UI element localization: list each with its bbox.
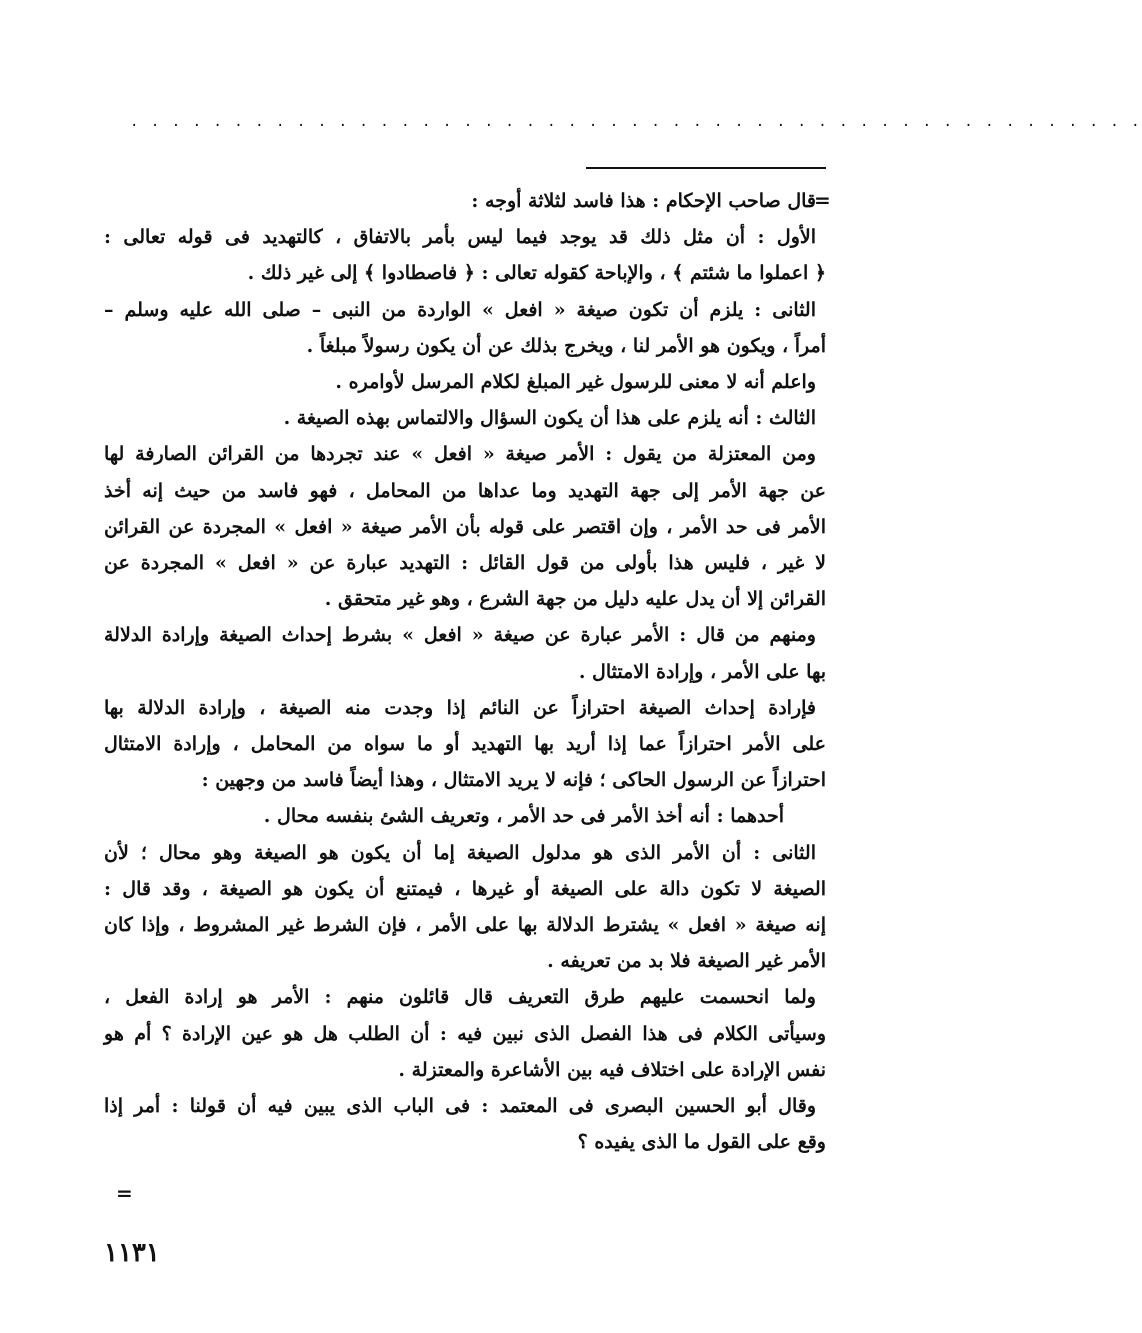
text-line: لا غير ، فليس هذا بأولى من قول القائل : التهديد عبارة عن « افعل » المجردة عن — [104, 552, 826, 575]
dotted-separator: . . . . . . . . . . . . . . . . . . . . . . . . . . . . . . . . . . . . . . . . . . . . . . . . . — [130, 114, 1142, 130]
text-line: الأمر فى حد الأمر ، وإن اقتصر على قوله بأن الأمر صيغة « افعل » المجردة عن القرائن — [104, 515, 826, 538]
paragraph-first-objection — [104, 219, 826, 291]
paragraph-first-aspect — [104, 798, 826, 834]
paragraph-second-objection — [104, 292, 826, 364]
text-line: الثانى : يلزم أن تكون صيغة « افعل » الواردة من النبى – صلى الله عليه وسلم – — [104, 298, 816, 321]
text-line: ﴿ اعملوا ما شئتم ﴾ ، والإباحة كقوله تعالى : ﴿ فاصطادوا ﴾ إلى غير ذلك . — [247, 262, 826, 285]
text-line: الصيغة لا تكون دالة على الصيغة أو غيرها ، فيمتنع أن يكون هو الصيغة ، وقد قال : — [104, 877, 826, 900]
continuation-marker-bottom: = — [116, 1181, 133, 1205]
text-line: وقع على القول ما الذى يفيده ؟ — [577, 1131, 826, 1154]
paragraph-will — [104, 979, 826, 1088]
text-line: ومن المعتزلة من يقول : الأمر صيغة « افعل » عند تجردها من القرائن الصارفة لها — [104, 443, 816, 466]
paragraph-third-objection — [104, 400, 826, 436]
text-line: الثانى : أن الأمر الذى هو مدلول الصيغة إما أن يكون هو الصيغة وهو محال ؛ لأن — [104, 841, 816, 864]
text-line: أمراً ، ويكون هو الأمر لنا ، ويخرج بذلك عن أن يكون رسولاً مبلغاً . — [306, 334, 826, 357]
text-line: نفس الإرادة على اختلاف فيه بين الأشاعرة والمعتزلة . — [398, 1058, 826, 1081]
text-line: وسيأتى الكلام فى هذا الفصل الذى نبين فيه : أن الطلب هل هو عين الإرادة ؟ أم هو — [104, 1022, 826, 1045]
text-line: القرائن إلا أن يدل عليه دليل من جهة الشرع ، وهو غير متحقق . — [324, 588, 826, 611]
text-line: قال صاحب الإحكام : هذا فاسد لثلاثة أوجه : — [471, 190, 816, 212]
text-line: ولما انحسمت عليهم طرق التعريف قال قائلون منهم : الأمر هو إرادة الفعل ، — [104, 986, 816, 1009]
paragraph-note — [104, 364, 826, 400]
text-line: الأول : أن مثل ذلك قد يوجد فيما ليس بأمر بالاتفاق ، كالتهديد فى قوله تعالى : — [104, 226, 816, 249]
text-line: الثالث : أنه يلزم على هذا أن يكون السؤال والالتماس بهذه الصيغة . — [283, 407, 816, 430]
text-line: الأمر غير الصيغة فلا بد من تعريفه . — [547, 950, 826, 973]
text-line: فإرادة إحداث الصيغة احترازاً عن النائم إذا وجدت منه الصيغة ، وإرادة الدلالة بها — [104, 696, 816, 719]
text-line: احترازاً عن الرسول الحاكى ؛ فإنه لا يريد الامتثال ، وهذا أيضاً فاسد من وجهين : — [201, 769, 826, 792]
text-line: أحدهما : أنه أخذ الأمر فى حد الأمر ، وتعريف الشئ بنفسه محال . — [263, 805, 784, 828]
paragraph-conditions — [104, 690, 826, 799]
page-number: ١١٣١ — [104, 1238, 160, 1268]
paragraph-other-view — [104, 617, 826, 689]
continuation-marker-top: = — [814, 188, 831, 212]
text-line: واعلم أنه لا معنى للرسول غير المبلغ لكلام المرسل لأوامره . — [335, 371, 816, 394]
footnote-text — [104, 183, 826, 1160]
paragraph-intro — [104, 183, 826, 219]
text-line: عن جهة الأمر إلى جهة التهديد وما عداها من المحامل ، فهو فاسد من حيث إنه أخذ — [104, 479, 826, 502]
text-line: ومنهم من قال : الأمر عبارة عن صيغة « افعل » بشرط إحداث الصيغة وإرادة الدلالة — [104, 624, 816, 647]
paragraph-second-aspect — [104, 835, 826, 980]
text-line: وقال أبو الحسين البصرى فى المعتمد : فى الباب الذى يبين فيه أن قولنا : أمر إذا — [104, 1095, 816, 1118]
text-line: إنه صيغة « افعل » يشترط الدلالة بها على الأمر ، فإن الشرط غير المشروط ، وإذا كان — [104, 914, 826, 937]
footnote-rule — [586, 167, 826, 169]
text-line: بها على الأمر ، وإرادة الامتثال . — [578, 660, 826, 683]
paragraph-mutazila — [104, 436, 826, 617]
paragraph-basri — [104, 1088, 826, 1160]
text-line: على الأمر احترازاً عما إذا أريد بها التهديد أو ما سواه من المحامل ، وإرادة الامتثال — [104, 733, 826, 756]
